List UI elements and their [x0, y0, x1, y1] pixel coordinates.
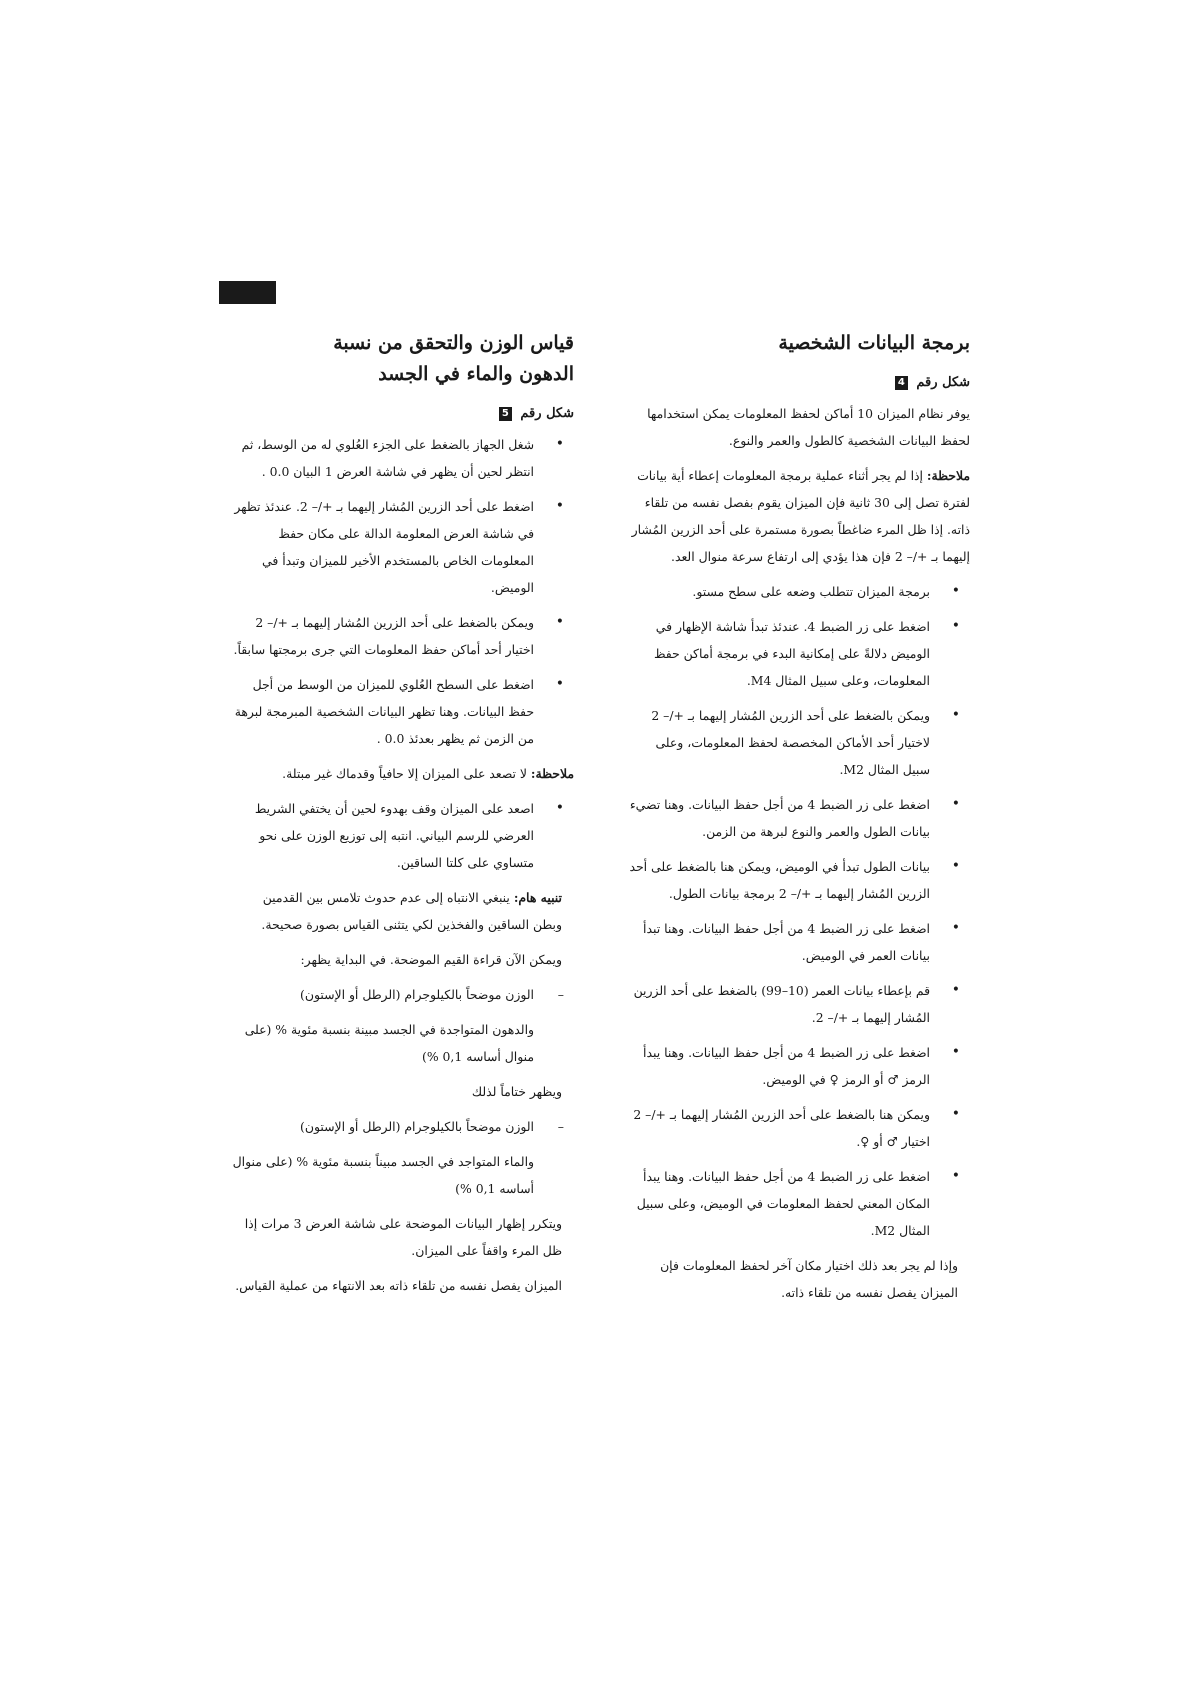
figure-label: شكل رقم — [520, 406, 574, 421]
note-text: إذا لم يجر أثناء عملية برمجة المعلومات إعطاء أية بيانات لفترة تصل إلى 30 ثانية فإن الميزان يقوم بفصل نفسه من تلقاء ذاته. إذا ظل المرء ضاغطاً بصورة مستمرة على أحد الزرين المُشار إليهما بـ +/– 2 فإن هذا يؤدي إلى ارتفاع سرعة منوال العد. — [631, 468, 970, 564]
note-label: ملاحظة: — [926, 468, 970, 483]
steps-list — [232, 431, 574, 752]
reading-intro: ويمكن الآن قراءة القيم الموضحة. في البداية يظهر: — [300, 952, 562, 967]
steps-list — [628, 578, 970, 1244]
page-tab-marker — [219, 281, 276, 304]
figure-label: شكل رقم — [916, 375, 970, 390]
section-title: برمجة البيانات الشخصية — [778, 332, 970, 354]
reading-item: – الوزن موضحاً بالكيلوجرام (الرطل أو الإستون) — [232, 981, 574, 1008]
section-title-line-2: الدهون والماء في الجسد — [378, 363, 574, 385]
list-item: • اضغط على أحد الزرين المُشار إليهما بـ +/– 2. عندئذ تظهر في شاشة العرض المعلومة الدالة على مكان حفظ المعلومات الخاص بالمستخدم الأخير للميزان وتبدأ في الوميض. — [232, 493, 574, 601]
section-title-line-1: قياس الوزن والتحقق من نسبة — [333, 332, 574, 354]
list-item: • ويمكن هنا بالضغط على أحد الزرين المُشار إليهما بـ +/– 2 اختيار ♂ أو ♀. — [628, 1101, 970, 1155]
list-item: • برمجة الميزان تتطلب وضعه على سطح مستو. — [628, 578, 970, 605]
list-item: • ويمكن بالضغط على أحد الزرين المُشار إليهما بـ +/– 2 اختيار أحد أماكن حفظ المعلومات التي جرى برمجتها سابقاً. — [232, 609, 574, 663]
reading-detail: والماء المتواجد في الجسد مبيناً بنسبة مئوية % (على منوال أساسه 0,1 %) — [232, 1154, 534, 1196]
reading-detail: والدهون المتواجدة في الجسد مبينة بنسبة مئوية % (على منوال أساسه 0,1 %) — [244, 1022, 534, 1064]
figure-reference — [232, 401, 574, 427]
section-weight-measurement — [232, 328, 574, 1307]
note-paragraph — [628, 462, 970, 570]
list-item: • ويمكن بالضغط على أحد الزرين المُشار إليهما بـ +/– 2 لاختيار أحد الأماكن المخصصة لحفظ المعلومات، وعلى سبيل المثال M2. — [628, 702, 970, 783]
repeat-paragraph: ويتكرر إظهار البيانات الموضحة على شاشة العرض 3 مرات إذا ظل المرء واقفاً على الميزان. — [244, 1216, 562, 1258]
closing-paragraph: وإذا لم يجر بعد ذلك اختيار مكان آخر لحفظ المعلومات فإن الميزان يفصل نفسه من تلقاء ذاته. — [660, 1258, 958, 1300]
warning-paragraph — [232, 884, 574, 938]
then-text: ويظهر ختاماً لذلك — [471, 1084, 562, 1099]
figure-number-badge: 5 — [499, 407, 512, 421]
section-title — [232, 328, 574, 390]
final-paragraph: الميزان يفصل نفسه من تلقاء ذاته بعد الانتهاء من عملية القياس. — [235, 1278, 562, 1293]
list-item: • بيانات الطول تبدأ في الوميض، ويمكن هنا بالضغط على أحد الزرين المُشار إليهما بـ +/– 2 برمجة بيانات الطول. — [628, 853, 970, 907]
list-item: • اصعد على الميزان وقف بهدوء لحين أن يختفي الشريط العرضي للرسم البياني. انتبه إلى توزيع الوزن على نحو متساوي على كلتا الساقين. — [232, 795, 574, 876]
figure-number-badge: 4 — [895, 376, 908, 390]
list-item: • اضغط على زر الضبط 4 من أجل حفظ البيانات. وهنا تبدأ بيانات العمر في الوميض. — [628, 915, 970, 969]
warning-text: ينبغي الانتباه إلى عدم حدوث تلامس بين القدمين وبطن الساقين والفخذين لكي يتثنى القياس بصورة صحيحة. — [261, 890, 562, 932]
section-programming-personal-data — [628, 328, 970, 1314]
note-paragraph — [232, 760, 574, 787]
list-item: • اضغط على زر الضبط 4. عندئذ تبدأ شاشة الإظهار في الوميض دلالةً على إمكانية البدء في برمجة أماكن حفظ المعلومات، وعلى سبيل المثال M4. — [628, 613, 970, 694]
list-item: • اضغط على السطح العُلوي للميزان من الوسط من أجل حفظ البيانات. وهنا تظهر البيانات الشخصية المبرمجة لبرهة من الزمن ثم يظهر بعدئذ 0.0 . — [232, 671, 574, 752]
intro-paragraph: يوفر نظام الميزان 10 أماكن لحفظ المعلومات يمكن استخدامها لحفظ البيانات الشخصية كالطول والعمر والنوع. — [647, 406, 970, 448]
note-label: ملاحظة: — [530, 766, 574, 781]
step-list-2 — [232, 795, 574, 876]
list-item: • قم بإعطاء بيانات العمر (10–99) بالضغط على أحد الزرين المُشار إليهما بـ +/– 2. — [628, 977, 970, 1031]
reading-item: – الوزن موضحاً بالكيلوجرام (الرطل أو الإستون) — [232, 1113, 574, 1140]
readings-list-1 — [232, 981, 574, 1008]
readings-list-2 — [232, 1113, 574, 1140]
list-item: • اضغط على زر الضبط 4 من أجل حفظ البيانات. وهنا يبدأ الرمز ♂ أو الرمز ♀ في الوميض. — [628, 1039, 970, 1093]
list-item: • اضغط على زر الضبط 4 من أجل حفظ البيانات. وهنا تضيء بيانات الطول والعمر والنوع لبرهة من الزمن. — [628, 791, 970, 845]
list-item: • شغل الجهاز بالضغط على الجزء العُلوي له من الوسط، ثم انتظر لحين أن يظهر في شاشة العرض 1 البيان 0.0 . — [232, 431, 574, 485]
warning-label: تنبيه هام: — [513, 890, 562, 905]
note-text: لا تصعد على الميزان إلا حافياً وقدماك غير مبتلة. — [282, 766, 531, 781]
figure-reference — [628, 370, 970, 396]
list-item: • اضغط على زر الضبط 4 من أجل حفظ البيانات. وهنا يبدأ المكان المعني لحفظ المعلومات في الوميض، وعلى سبيل المثال M2. — [628, 1163, 970, 1244]
